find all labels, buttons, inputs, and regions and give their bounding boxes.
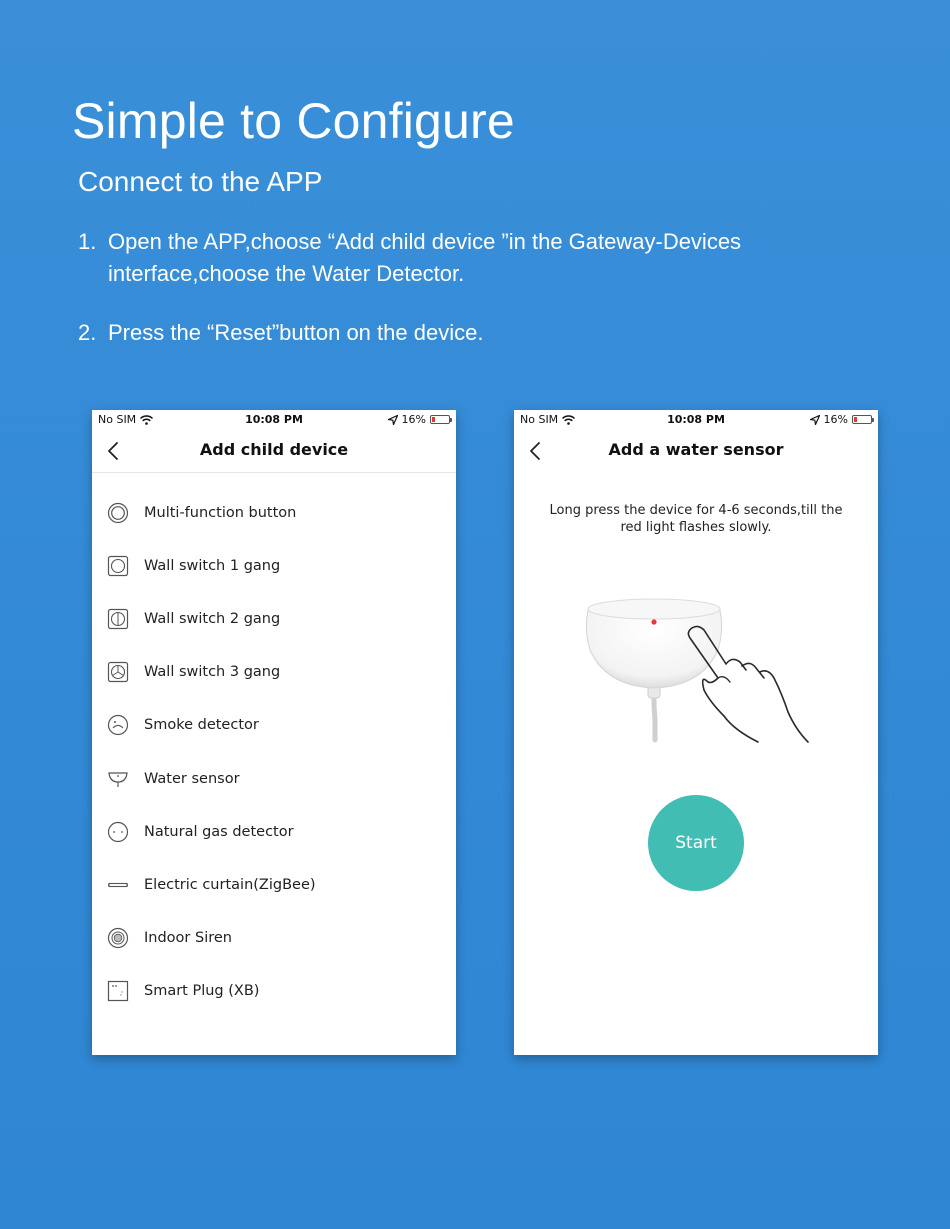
steps-list (78, 226, 878, 349)
device-item-smart-plug[interactable] (92, 965, 456, 1018)
status-bar (514, 410, 878, 430)
carrier-label: No SIM (98, 413, 137, 426)
instruction-text: Long press the device for 4-6 seconds,till the red light flashes slowly. (549, 503, 843, 535)
page-heading: Simple to Configure (72, 93, 515, 149)
device-item-indoor-siren[interactable] (92, 912, 456, 965)
nav-bar (92, 430, 456, 473)
location-arrow-icon (810, 415, 820, 425)
carrier-label: No SIM (520, 413, 559, 426)
device-item-wall-switch-3-gang[interactable] (92, 646, 456, 699)
multi-function-button-icon (106, 501, 130, 525)
step-item (78, 226, 878, 290)
device-item-label: Electric curtain(ZigBee) (144, 876, 316, 893)
step-text: Press the “Reset”button on the device. (108, 320, 484, 345)
curtain-icon (106, 873, 130, 897)
step-number: 1. (78, 229, 97, 254)
device-item-water-sensor[interactable] (92, 752, 456, 805)
device-item-label: Natural gas detector (144, 823, 294, 840)
screen-title: Add child device (199, 440, 349, 459)
status-right (388, 413, 450, 426)
device-item-label: Indoor Siren (144, 930, 232, 947)
page-subheading: Connect to the APP (78, 166, 323, 197)
water-sensor-icon (106, 767, 130, 791)
step-text: Open the APP,choose “Add child device ”in the Gateway-Devices interface,choose the Water Detector. (108, 229, 742, 286)
wall-switch-2-gang-icon (106, 607, 130, 631)
device-item-label: Wall switch 3 gang (144, 664, 281, 681)
battery-icon (852, 415, 872, 424)
battery-percent: 16% (401, 413, 426, 426)
smart-plug-icon (106, 979, 130, 1003)
device-type-list (92, 486, 456, 1018)
nav-bar (514, 430, 878, 472)
device-item-label: Smoke detector (144, 717, 259, 734)
battery-fill (432, 417, 435, 422)
step-item (78, 317, 878, 349)
phone-screen-add-water-sensor (514, 410, 878, 1055)
battery-fill (854, 417, 857, 422)
status-right (810, 413, 872, 426)
red-led (651, 619, 656, 624)
wall-switch-1-gang-icon (106, 554, 130, 578)
device-item-label: Water sensor (144, 770, 240, 787)
phone-screen-add-child-device (92, 410, 456, 1055)
start-button[interactable]: Start (648, 795, 744, 891)
device-item-smoke-detector[interactable] (92, 699, 456, 752)
step-number: 2. (78, 320, 97, 345)
battery-percent: 16% (823, 413, 848, 426)
device-item-gas-detector[interactable] (92, 805, 456, 858)
device-item-label: Smart Plug (XB) (144, 983, 260, 1000)
status-time: 10:08 PM (667, 413, 725, 426)
device-item-label: Wall switch 1 gang (144, 557, 281, 574)
gas-detector-icon (106, 820, 130, 844)
device-item-label: Multi-function button (144, 504, 297, 521)
water-sensor-press-illustration (582, 590, 812, 760)
smoke-detector-icon (106, 713, 130, 737)
device-item-wall-switch-2-gang[interactable] (92, 592, 456, 645)
location-arrow-icon (388, 415, 398, 425)
screen-title: Add a water sensor (608, 440, 784, 459)
device-item-wall-switch-1-gang[interactable] (92, 539, 456, 592)
siren-icon (106, 926, 130, 950)
device-item-multi-function-button[interactable] (92, 486, 456, 539)
status-time: 10:08 PM (245, 413, 303, 426)
device-item-label: Wall switch 2 gang (144, 610, 281, 627)
status-bar (92, 410, 456, 430)
wall-switch-3-gang-icon (106, 660, 130, 684)
device-item-electric-curtain[interactable] (92, 858, 456, 911)
battery-icon (430, 415, 450, 424)
